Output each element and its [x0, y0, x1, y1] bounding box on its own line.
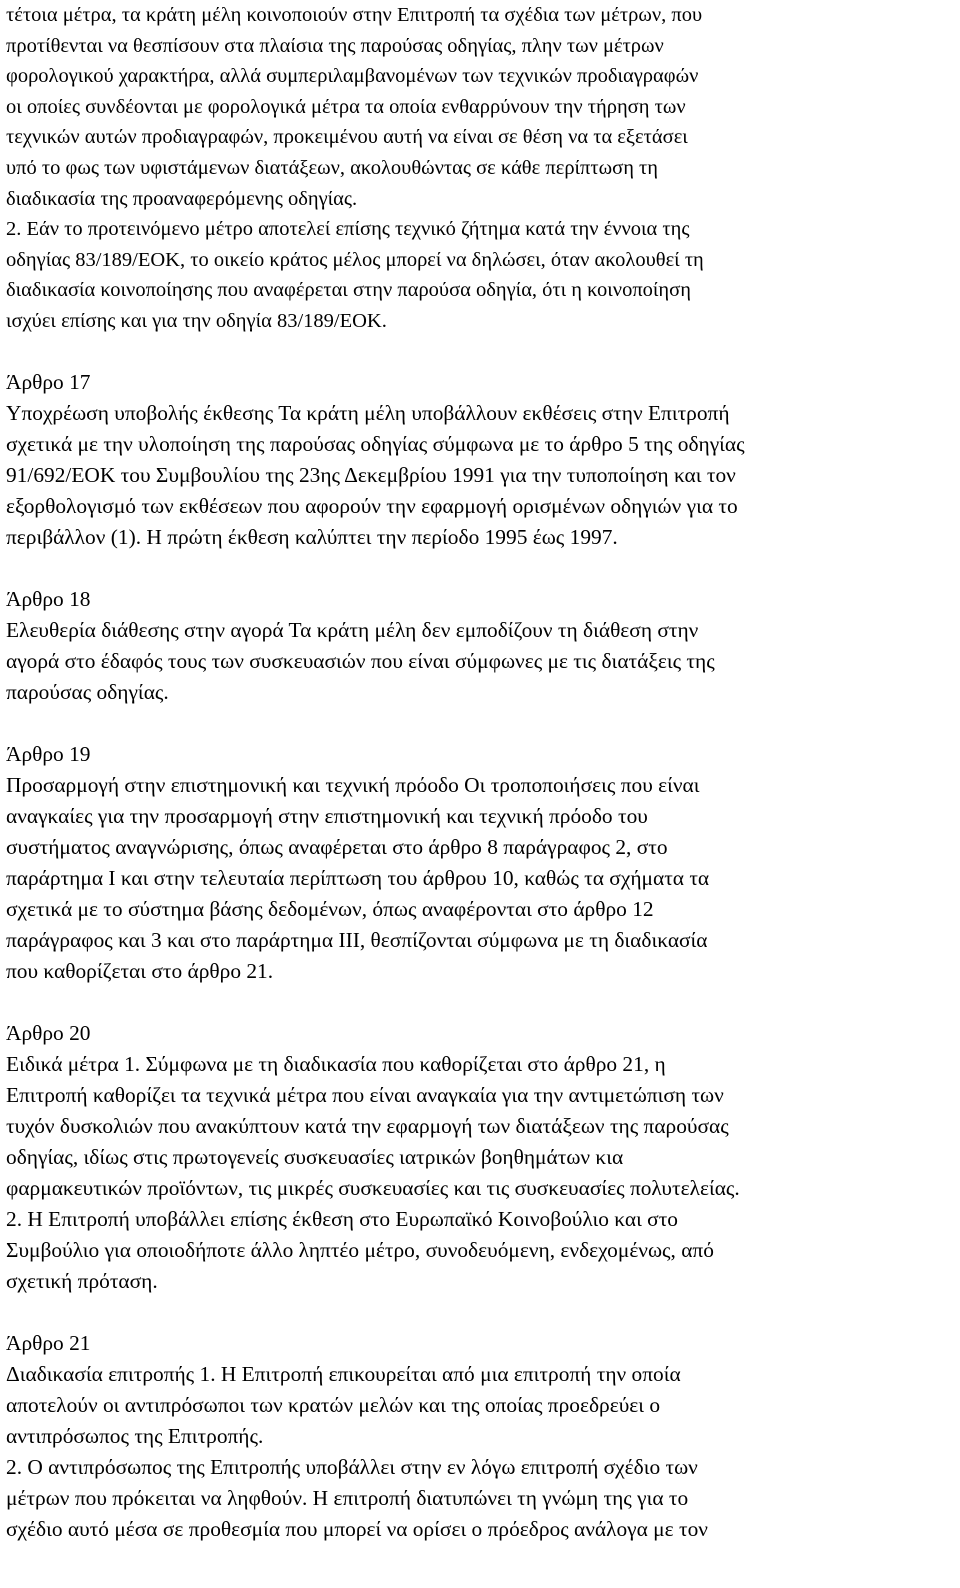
article-line: μέτρων που πρόκειται να ληφθούν. Η επιτροπή διατυπώνει τη γνώμη της για το: [6, 1485, 689, 1510]
article-heading: Άρθρο 19: [6, 741, 91, 766]
article-21: [6, 1328, 954, 1545]
intro-line: διαδικασία κοινοποίησης που αναφέρεται στην παρούσα οδηγία, ότι η κοινοποίηση: [6, 279, 691, 302]
paragraph-gap: [6, 987, 954, 1018]
article-line: συστήματος αναγνώρισης, όπως αναφέρεται στο άρθρο 8 παράγραφος 2, στο: [6, 834, 668, 859]
article-line: Συμβούλιο για οποιοδήποτε άλλο ληπτέο μέτρο, συνοδευόμενη, ενδεχομένως, από: [6, 1237, 714, 1262]
paragraph-gap: [6, 708, 954, 739]
article-19: [6, 739, 954, 987]
article-line: Επιτροπή καθορίζει τα τεχνικά μέτρα που είναι αναγκαία για την αντιμετώπιση των: [6, 1082, 724, 1107]
article-line: σχετικά με την υλοποίηση της παρούσας οδηγίας σύμφωνα με το άρθρο 5 της οδηγίας: [6, 432, 745, 457]
article-line: παρούσας οδηγίας.: [6, 680, 169, 705]
intro-line: ισχύει επίσης και για την οδηγία 83/189/ΕΟΚ.: [6, 309, 387, 332]
article-heading: Άρθρο 20: [6, 1020, 91, 1045]
paragraph-gap: [6, 1297, 954, 1328]
article-17: [6, 367, 954, 553]
article-line: αγορά στο έδαφός τους των συσκευασιών που είναι σύμφωνες με τις διατάξεις της: [6, 649, 715, 674]
article-line: σχετική πρόταση.: [6, 1268, 158, 1293]
article-line: παράρτημα Ι και στην τελευταία περίπτωση του άρθρου 10, καθώς τα σχήματα τα: [6, 865, 710, 890]
article-line: εξορθολογισμό των εκθέσεων που αφορούν την εφαρμογή ορισμένων οδηγιών για το: [6, 494, 738, 519]
intro-line: τέτοια μέτρα, τα κράτη μέλη κοινοποιούν στην Επιτροπή τα σχέδια των μέτρων, που: [6, 4, 703, 26]
article-heading: Άρθρο 18: [6, 587, 91, 612]
article-line: περιβάλλον (1). Η πρώτη έκθεση καλύπτει την περίοδο 1995 έως 1997.: [6, 525, 618, 550]
article-18: [6, 584, 954, 708]
article-heading: Άρθρο 21: [6, 1330, 91, 1355]
article-line: φαρμακευτικών προϊόντων, τις μικρές συσκευασίες και τις συσκευασίες πολυτελείας.: [6, 1175, 740, 1200]
article-line: Προσαρμογή στην επιστημονική και τεχνική πρόοδο Οι τροποποιήσεις που είναι: [6, 772, 700, 797]
intro-line: προτίθενται να θεσπίσουν στα πλαίσια της παρούσας οδηγίας, πλην των μέτρων: [6, 34, 664, 57]
article-line: 91/692/ΕΟΚ του Συμβουλίου της 23ης Δεκεμβρίου 1991 για την τυποποίηση και τον: [6, 463, 736, 488]
article-line: 2. Η Επιτροπή υποβάλλει επίσης έκθεση στο Ευρωπαϊκό Κοινοβούλιο και στο: [6, 1206, 678, 1231]
intro-line: οι οποίες συνδέονται με φορολογικά μέτρα τα οποία ενθαρρύνουν την τήρηση των: [6, 95, 686, 118]
intro-line: 2. Εάν το προτεινόμενο μέτρο αποτελεί επίσης τεχνικό ζήτημα κατά την έννοια της: [6, 218, 690, 241]
paragraph-gap: [6, 337, 954, 368]
article-line: σχετικά με το σύστημα βάσης δεδομένων, όπως αναφέρονται στο άρθρο 12: [6, 896, 654, 921]
intro-line: τεχνικών αυτών προδιαγραφών, προκειμένου αυτή να είναι σε θέση να τα εξετάσει: [6, 126, 688, 149]
article-line: τυχόν δυσκολιών που ανακύπτουν κατά την εφαρμογή των διατάξεων της παρούσας: [6, 1113, 729, 1138]
article-line: παράγραφος και 3 και στο παράρτημα ΙΙΙ, θεσπίζονται σύμφωνα με τη διαδικασία: [6, 927, 708, 952]
article-line: οδηγίας, ιδίως στις πρωτογενείς συσκευασίες ιατρικών βοηθημάτων κια: [6, 1144, 624, 1169]
article-line: Ειδικά μέτρα 1. Σύμφωνα με τη διαδικασία που καθορίζεται στο άρθρο 21, η: [6, 1051, 666, 1076]
article-line: αναγκαίες για την προσαρμογή στην επιστημονική και τεχνική πρόοδο του: [6, 803, 648, 828]
articles-section: [6, 337, 954, 1545]
article-20: [6, 1018, 954, 1297]
intro-section: [6, 0, 954, 337]
intro-line: υπό το φως των υφιστάμενων διατάξεων, ακολουθώντας σε κάθε περίπτωση τη: [6, 156, 658, 179]
article-line: Ελευθερία διάθεσης στην αγορά Τα κράτη μέλη δεν εμποδίζουν τη διάθεση στην: [6, 618, 699, 643]
intro-line: διαδικασία της προαναφερόμενης οδηγίας.: [6, 187, 358, 210]
article-line: που καθορίζεται στο άρθρο 21.: [6, 958, 274, 983]
article-line: Υποχρέωση υποβολής έκθεσης Τα κράτη μέλη υποβάλλουν εκθέσεις στην Επιτροπή: [6, 401, 730, 426]
article-line: σχέδιο αυτό μέσα σε προθεσμία που μπορεί να ορίσει ο πρόεδρος ανάλογα με τον: [6, 1516, 708, 1541]
article-line: 2. Ο αντιπρόσωπος της Επιτροπής υποβάλλει στην εν λόγω επιτροπή σχέδιο των: [6, 1454, 698, 1479]
article-line: αποτελούν οι αντιπρόσωποι των κρατών μελών και της οποίας προεδρεύει ο: [6, 1392, 661, 1417]
intro-line: φορολογικού χαρακτήρα, αλλά συμπεριλαμβανομένων των τεχνικών προδιαγραφών: [6, 65, 699, 88]
article-line: αντιπρόσωπος της Επιτροπής.: [6, 1423, 264, 1448]
article-line: Διαδικασία επιτροπής 1. Η Επιτροπή επικουρείται από μια επιτροπή την οποία: [6, 1361, 681, 1386]
intro-line: οδηγίας 83/189/ΕΟΚ, το οικείο κράτος μέλος μπορεί να δηλώσει, όταν ακολουθεί τη: [6, 248, 704, 271]
document-page: [6, 0, 954, 1545]
article-heading: Άρθρο 17: [6, 370, 91, 395]
paragraph-gap: [6, 553, 954, 584]
